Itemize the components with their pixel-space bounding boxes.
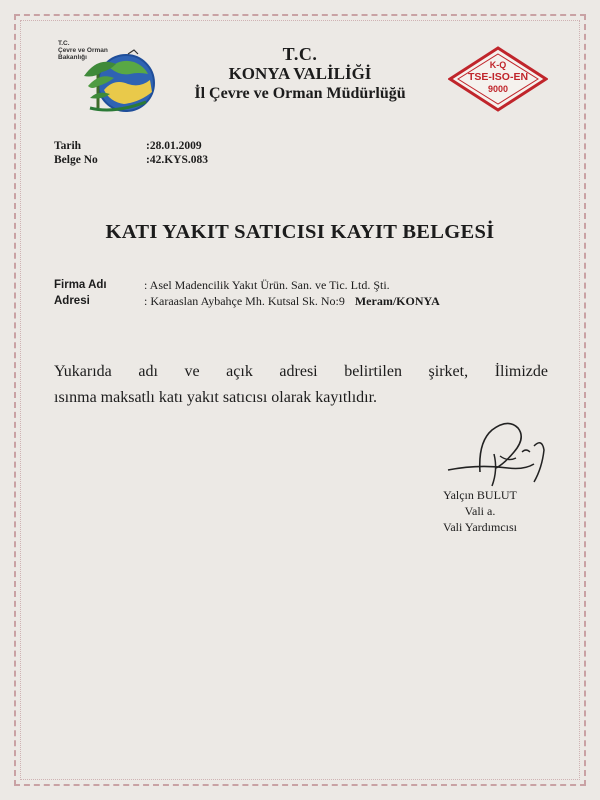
header-directorate: İl Çevre ve Orman Müdürlüğü <box>194 85 406 102</box>
firm-label: Firma Adı <box>54 279 107 291</box>
doc-number-label: Belge No <box>54 154 98 166</box>
tree-globe-icon <box>54 38 162 114</box>
date-row <box>54 139 314 153</box>
signatory-title: Vali Yardımcısı <box>442 520 517 534</box>
body-line-2: ısınma maksatlı katı yakıt satıcısı olarak kayıtlıdır. <box>54 389 378 406</box>
firm-row <box>54 277 554 293</box>
signatory-name: Yalçın BULUT <box>443 488 517 502</box>
date-value: :28.01.2009 <box>146 140 202 152</box>
header <box>150 44 450 104</box>
signatory-role: Vali a. <box>464 504 496 518</box>
doc-number-row <box>54 153 314 167</box>
date-label: Tarih <box>54 140 82 152</box>
address-row <box>54 293 554 309</box>
document-title: KATI YAKIT SATICISI KAYIT BELGESİ <box>105 221 495 243</box>
ministry-logo-line: Çevre ve Orman <box>58 47 108 54</box>
cert-line-tse: TSE-ISO-EN <box>467 71 529 83</box>
signatory-block <box>420 487 540 535</box>
address-label: Adresi <box>54 295 90 307</box>
ministry-logo <box>54 38 162 114</box>
cert-line-9000: 9000 <box>487 84 509 94</box>
doc-number-value: :42.KYS.083 <box>146 154 208 166</box>
body-line-1: Yukarıda adı ve açık adresi belirtilen şirket, İlimizde <box>54 363 548 380</box>
address-value: : Karaaslan Aybahçe Mh. Kutsal Sk. No:9 <box>144 294 345 308</box>
header-governorship: KONYA VALİLİĞİ <box>228 64 372 83</box>
header-tc: T.C. <box>282 44 318 64</box>
company-fields <box>54 277 554 309</box>
firm-value: : Asel Madencilik Yakıt Ürün. San. ve Tic. Ltd. Şti. <box>144 278 390 292</box>
cert-line-kq: K-Q <box>489 60 507 70</box>
body-text <box>54 359 548 411</box>
document-meta <box>54 139 314 167</box>
ministry-logo-line: T.C. <box>58 40 70 47</box>
certification-logo <box>448 46 548 112</box>
address-city: Meram/KONYA <box>354 294 440 308</box>
ministry-logo-line: Bakanlığı <box>58 54 87 61</box>
